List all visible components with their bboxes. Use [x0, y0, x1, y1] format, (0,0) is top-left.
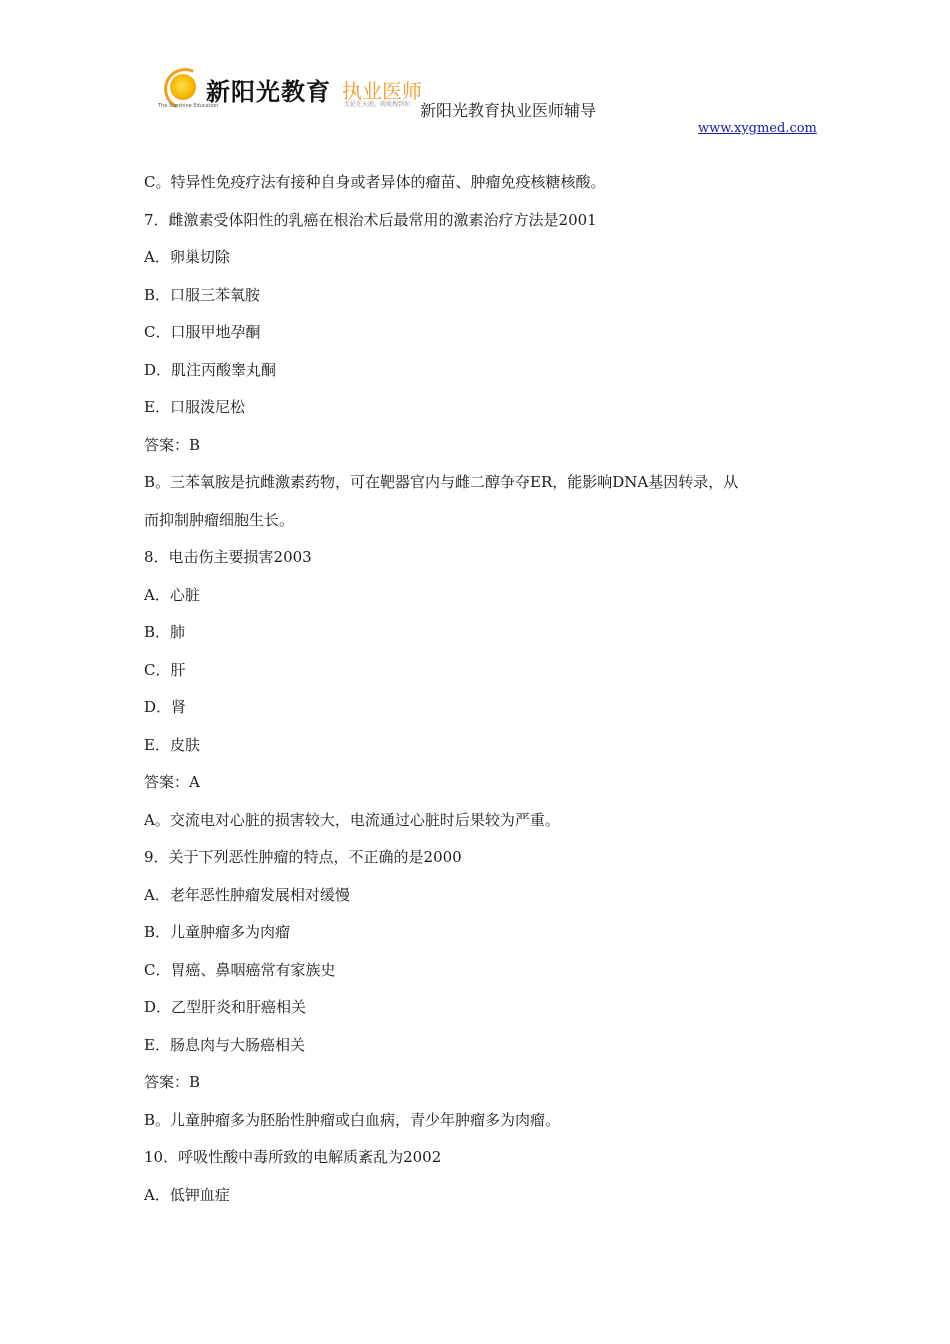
- option-line: D．肾: [144, 698, 187, 716]
- logo-tagline: 无论在天涯，就能搜到你: [344, 101, 411, 108]
- logo-small-text: The Sunshine Education: [158, 103, 219, 109]
- question-text: 8．电击伤主要损害2003: [144, 548, 312, 566]
- sun-icon: [170, 74, 196, 100]
- option-line: C．胃癌、鼻咽癌常有家族史: [144, 960, 336, 979]
- option-line: E．皮肤: [144, 735, 200, 754]
- option-line: A．老年恶性肿瘤发展相对缓慢: [144, 885, 350, 904]
- option-line: B．口服三苯氧胺: [144, 285, 261, 304]
- explanation-line: 而抑制肿瘤细胞生长。: [144, 510, 295, 529]
- option-line: A．心脏: [144, 585, 200, 604]
- option-line: A．卵巢切除: [144, 248, 230, 266]
- header-subtitle: 新阳光教育执业医师辅导: [420, 101, 597, 120]
- document-body: [144, 164, 814, 1214]
- text-line: C。特异性免疫疗法有接种自身或者异体的瘤苗、肿瘤免疫核糖核酸。: [144, 173, 606, 191]
- option-line: C．肝: [144, 660, 186, 679]
- option-line: D．肌注丙酸睾丸酮: [144, 360, 277, 379]
- option-line: B．儿童肿瘤多为肉瘤: [144, 923, 291, 941]
- option-line: A．低钾血症: [144, 1185, 230, 1204]
- explanation-line: A。交流电对心脏的损害较大，电流通过心脏时后果较为严重。: [144, 810, 560, 829]
- option-line: D．乙型肝炎和肝癌相关: [144, 998, 307, 1016]
- option-line: B．肺: [144, 623, 186, 641]
- option-line: E．口服泼尼松: [144, 398, 245, 416]
- logo-brand-text: 新阳光教育: [206, 77, 331, 106]
- explanation-line: B。三苯氧胺是抗雌激素药物，可在靶器官内与雌二醇争夺ER，能影响DNA基因转录，从: [144, 473, 739, 491]
- explanation-line: B。儿童肿瘤多为胚胎性肿瘤或白血病，青少年肿瘤多为肉瘤。: [144, 1110, 561, 1129]
- question-text: 10．呼吸性酸中毒所致的电解质紊乱为2002: [144, 1148, 442, 1166]
- answer-line: 答案：B: [144, 1073, 201, 1091]
- answer-line: 答案：A: [144, 773, 200, 791]
- question-text: 9．关于下列恶性肿瘤的特点，不正确的是2000: [144, 848, 462, 866]
- website-link[interactable]: www.xygmed.com: [698, 121, 817, 136]
- question-text: 7．雌激素受体阳性的乳癌在根治术后最常用的激素治疗方法是2001: [144, 210, 597, 229]
- brand-logo: [158, 70, 428, 110]
- page-header: [0, 0, 950, 150]
- option-line: E．肠息肉与大肠癌相关: [144, 1035, 305, 1054]
- answer-line: 答案：B: [144, 435, 201, 454]
- option-line: C．口服甲地孕酮: [144, 323, 261, 341]
- logo-sub-text: 执业医师: [342, 79, 422, 103]
